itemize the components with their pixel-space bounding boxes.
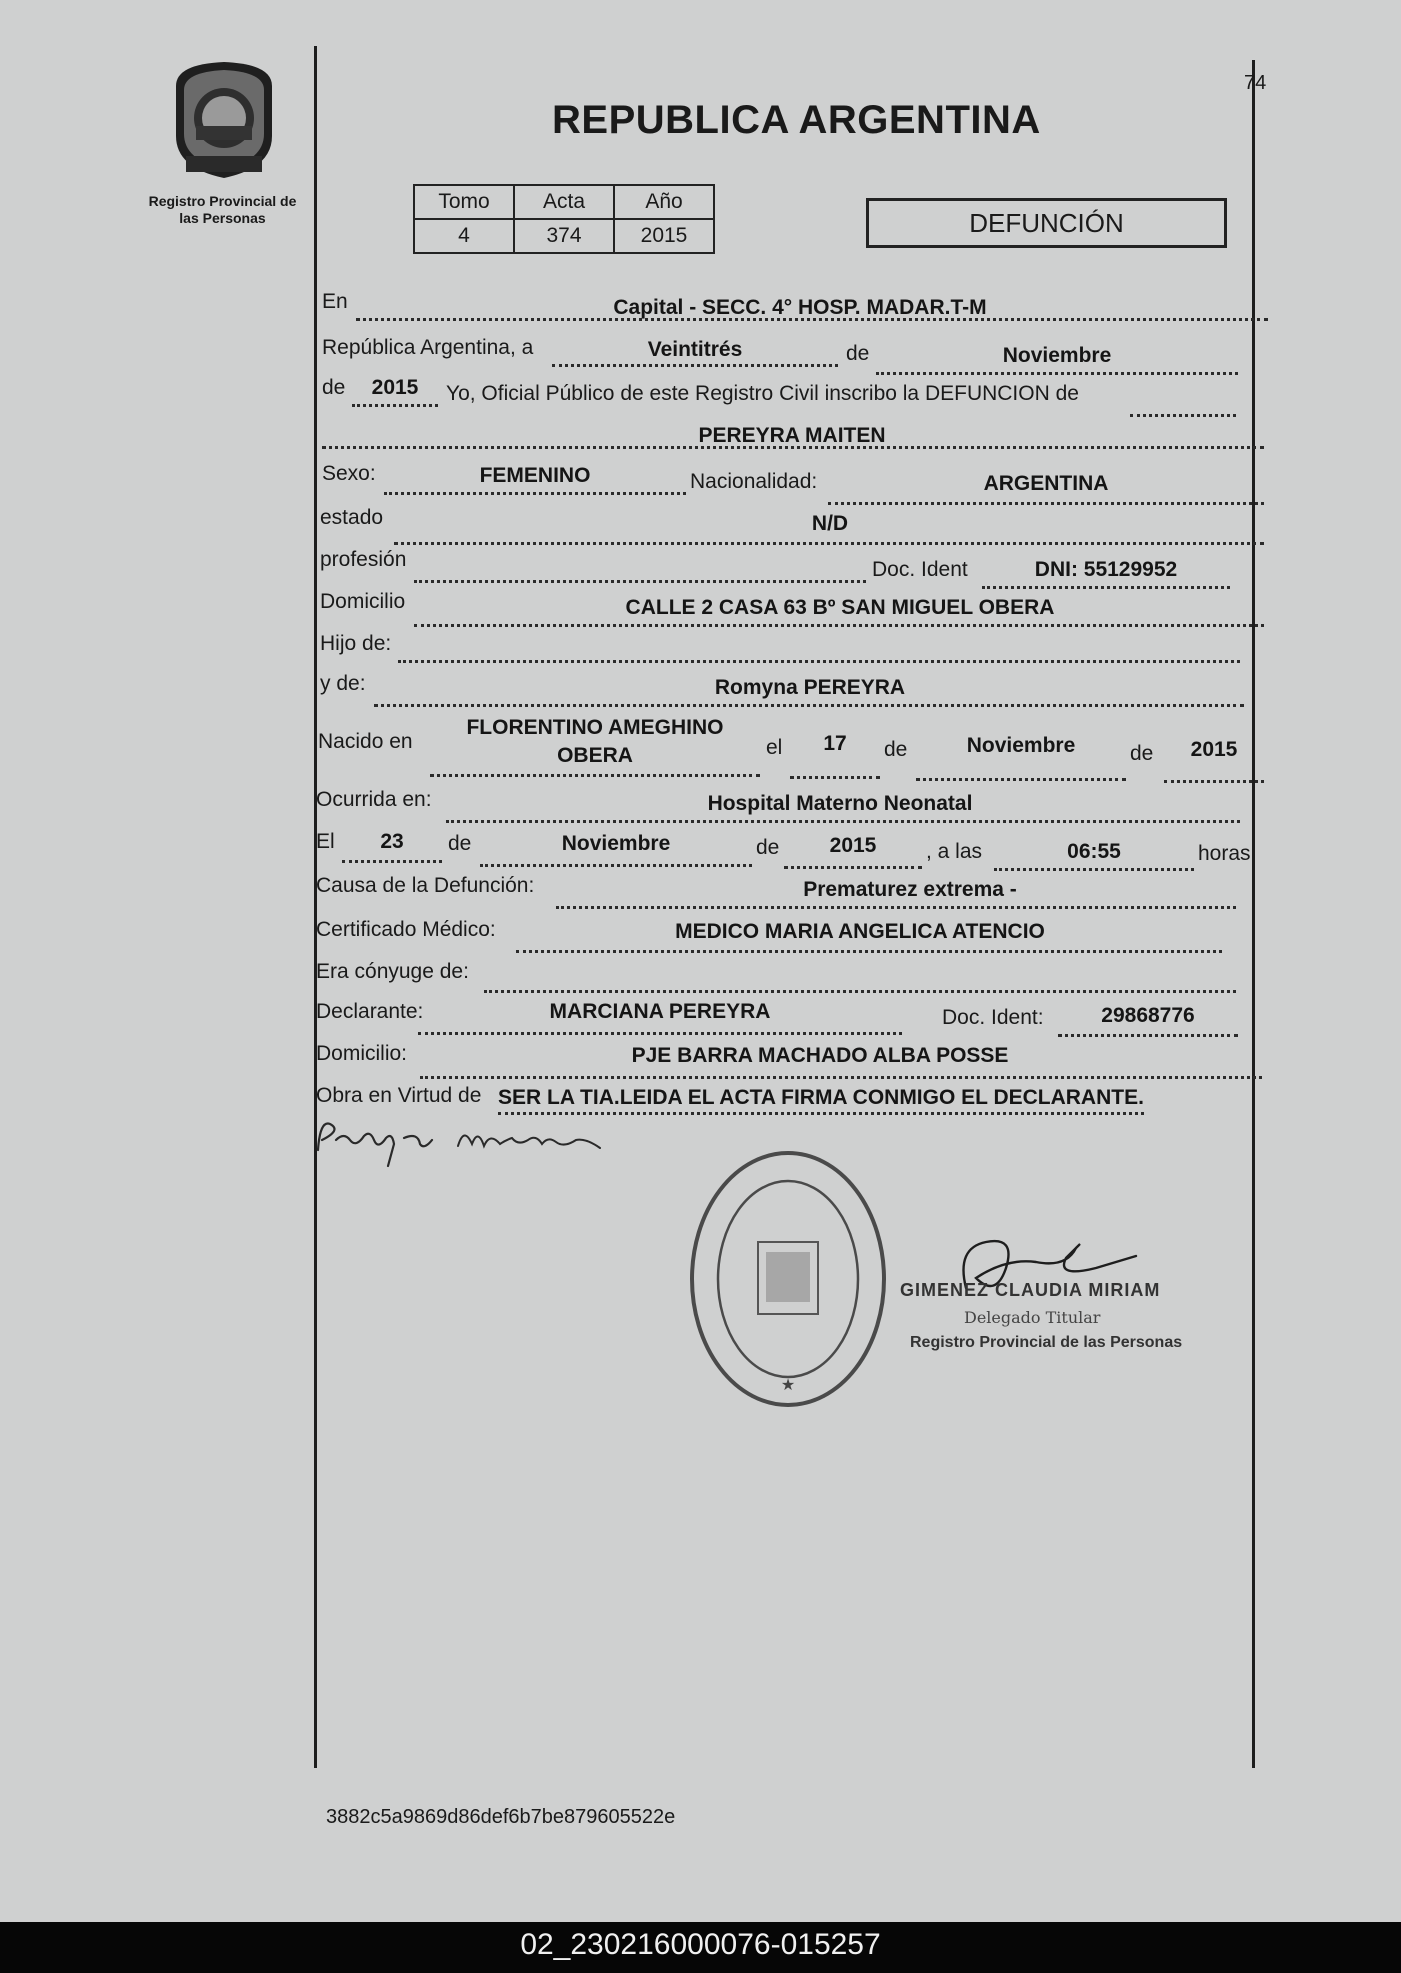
- sexo-label: Sexo:: [322, 462, 376, 485]
- hijo-dotted-line: [398, 660, 1240, 663]
- province-seal-icon: [166, 56, 282, 182]
- ocurrida-label: Ocurrida en:: [316, 788, 432, 811]
- domicilio-label: Domicilio: [320, 590, 406, 613]
- estado-label: estado: [320, 506, 384, 529]
- svg-text:★: ★: [780, 1375, 796, 1394]
- dia-letras-value: Veintitrés: [647, 338, 743, 361]
- registry-stamp-icon: [686, 1146, 890, 1412]
- alas-label: , a las: [926, 840, 983, 863]
- causa-label: Causa de la Defunción:: [316, 874, 535, 897]
- left-margin-rule: [314, 46, 317, 1768]
- nac-anio-dotted-line: [1164, 780, 1264, 783]
- domicilio2-label: Domicilio:: [316, 1042, 408, 1065]
- officer-role: Delegado Titular: [964, 1308, 1101, 1327]
- tomo-value: 4: [414, 219, 514, 253]
- yo-text: Yo, Oficial Público de este Registro Civil inscribo la DEFUNCION de: [446, 382, 1079, 405]
- declarante-label: Declarante:: [316, 1000, 424, 1023]
- nombre-value: PEREYRA MAITEN: [698, 424, 886, 447]
- de-label-1: de: [846, 342, 870, 365]
- def-anio-dotted-line: [784, 866, 922, 869]
- nac-dia-value: 17: [823, 732, 847, 755]
- registry-caption: [140, 193, 305, 227]
- causa-dotted-line: [556, 906, 1236, 909]
- de-label-5: de: [448, 832, 472, 855]
- mes-value: Noviembre: [1002, 344, 1112, 367]
- acta-header: Acta: [514, 185, 614, 219]
- nacido-label: Nacido en: [318, 730, 413, 753]
- yo-dotted-line: [1130, 414, 1236, 417]
- domicilio-dotted-line: [414, 624, 1264, 627]
- de-label-6: de: [756, 836, 780, 859]
- nac-mes-dotted-line: [916, 778, 1126, 781]
- el2-label: El: [316, 830, 335, 853]
- hora-dotted-line: [994, 868, 1194, 871]
- domicilio-value: CALLE 2 CASA 63 Bº SAN MIGUEL OBERA: [625, 596, 1055, 619]
- el-label: el: [766, 736, 783, 759]
- dia-dotted-line: [552, 364, 838, 367]
- scan-id: 02_230216000076-015257: [520, 1928, 881, 1961]
- registry-caption-line1: Registro Provincial de: [148, 193, 297, 209]
- anio-value: 2015: [614, 219, 714, 253]
- certificado-value: MEDICO MARIA ANGELICA ATENCIO: [675, 920, 1045, 943]
- de-label-2: de: [322, 376, 346, 399]
- sexo-dotted-line: [384, 492, 686, 495]
- obra-value: SER LA TIA.LEIDA EL ACTA FIRMA CONMIGO EL DECLARANTE.: [498, 1086, 1144, 1115]
- yde-label: y de:: [320, 672, 366, 695]
- conyuge-dotted-line: [484, 990, 1236, 993]
- causa-value: Prematurez extrema -: [803, 878, 1017, 901]
- def-dia-value: 23: [380, 830, 404, 853]
- anio-header: Año: [614, 185, 714, 219]
- anio-value: 2015: [371, 376, 419, 399]
- yde-dotted-line: [374, 704, 1244, 707]
- nac-anio-value: 2015: [1190, 738, 1238, 761]
- domicilio2-dotted-line: [420, 1076, 1262, 1079]
- hijo-label: Hijo de:: [320, 632, 392, 655]
- registry-caption-line2: las Personas: [179, 210, 266, 226]
- tomo-acta-table: [413, 184, 715, 254]
- nacido-dotted-line: [430, 774, 760, 777]
- page-title: REPUBLICA ARGENTINA: [552, 98, 1041, 142]
- mes-dotted-line: [876, 372, 1238, 375]
- certificado-label: Certificado Médico:: [316, 918, 496, 941]
- nac-dia-dotted-line: [790, 776, 880, 779]
- profesion-dotted-line: [414, 580, 866, 583]
- doc-ident-value: DNI: 55129952: [1034, 558, 1178, 581]
- lugar-value: Capital - SECC. 4° HOSP. MADAR.T-M: [613, 296, 987, 319]
- republica-label: República Argentina, a: [322, 336, 534, 359]
- horas-label: horas: [1198, 842, 1251, 865]
- hora-value: 06:55: [1067, 840, 1121, 863]
- doc-ident2-dotted-line: [1058, 1034, 1238, 1037]
- profesion-label: profesión: [320, 548, 407, 571]
- document-hash: 3882c5a9869d86def6b7be879605522e: [326, 1806, 676, 1828]
- madre-value: Romyna PEREYRA: [714, 676, 906, 699]
- declarant-signature-icon: [308, 1110, 618, 1170]
- doc-ident-dotted-line: [982, 586, 1230, 589]
- doc-ident2-value: 29868776: [1101, 1004, 1195, 1027]
- de-label-3: de: [884, 738, 908, 761]
- nacionalidad-dotted-line: [828, 502, 1264, 505]
- right-margin-rule: [1252, 60, 1255, 1768]
- nacionalidad-label: Nacionalidad:: [690, 470, 818, 493]
- nacido-line2: OBERA: [557, 744, 633, 767]
- officer-registry: Registro Provincial de las Personas: [910, 1334, 1183, 1351]
- doc-ident-label: Doc. Ident: [872, 558, 968, 581]
- doc-ident2-label: Doc. Ident:: [942, 1006, 1044, 1029]
- en-label: En: [322, 290, 348, 313]
- sexo-value: FEMENINO: [479, 464, 591, 487]
- tomo-header: Tomo: [414, 185, 514, 219]
- de-label-4: de: [1130, 742, 1154, 765]
- declarante-dotted-line: [418, 1032, 902, 1035]
- estado-dotted-line: [394, 542, 1264, 545]
- def-anio-value: 2015: [829, 834, 877, 857]
- def-mes-value: Noviembre: [561, 832, 671, 855]
- def-mes-dotted-line: [480, 864, 752, 867]
- officer-name: GIMENEZ CLAUDIA MIRIAM: [900, 1280, 1161, 1300]
- nacionalidad-value: ARGENTINA: [983, 472, 1109, 495]
- conyuge-label: Era cónyuge de:: [316, 960, 469, 983]
- declarante-value: MARCIANA PEREYRA: [549, 1000, 771, 1023]
- domicilio2-value: PJE BARRA MACHADO ALBA POSSE: [631, 1044, 1009, 1067]
- nacido-line1: FLORENTINO AMEGHINO: [466, 716, 724, 739]
- ocurrida-dotted-line: [446, 820, 1240, 823]
- certificado-dotted-line: [516, 950, 1222, 953]
- anio-dotted-line: [352, 404, 438, 407]
- document-type-box: DEFUNCIÓN: [866, 198, 1227, 248]
- page-number: 74: [1244, 72, 1267, 94]
- nac-mes-value: Noviembre: [966, 734, 1076, 757]
- obra-label: Obra en Virtud de: [316, 1084, 482, 1107]
- def-dia-dotted-line: [342, 860, 442, 863]
- estado-value: N/D: [811, 512, 849, 535]
- acta-value: 374: [514, 219, 614, 253]
- ocurrida-value: Hospital Materno Neonatal: [707, 792, 973, 815]
